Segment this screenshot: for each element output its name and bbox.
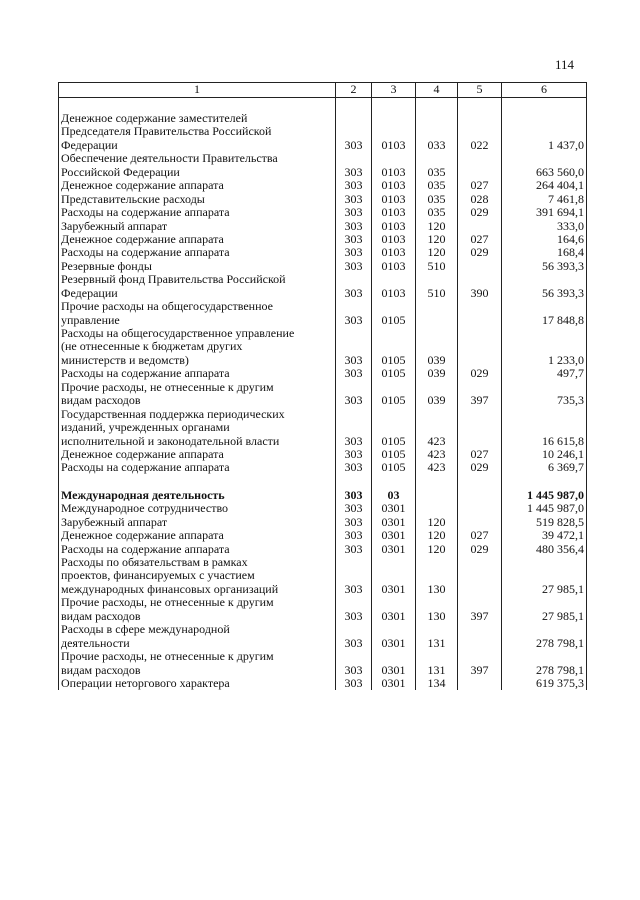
row-name-cell bbox=[59, 650, 336, 677]
target-item-code-cell: 120 bbox=[416, 246, 458, 259]
subsection-code-cell: 0105 bbox=[372, 408, 416, 448]
page-number: 114 bbox=[555, 57, 575, 72]
expense-type-code-cell bbox=[458, 300, 502, 327]
expense-type-code-cell: 029 bbox=[458, 461, 502, 474]
row-name-line: Прочие расходы на общегосударственное bbox=[61, 299, 273, 314]
amount-cell: 17 848,8 bbox=[502, 300, 587, 327]
table-body bbox=[59, 98, 587, 691]
row-name-line: Прочие расходы, не отнесенные к другим bbox=[61, 649, 274, 664]
section-code-cell: 303 bbox=[336, 516, 372, 529]
target-item-code-cell: 035 bbox=[416, 179, 458, 192]
table-row bbox=[59, 556, 587, 596]
subsection-code-cell: 0103 bbox=[372, 273, 416, 300]
row-name-cell bbox=[59, 193, 336, 206]
row-name-cell bbox=[59, 367, 336, 380]
expense-type-code-cell: 029 bbox=[458, 367, 502, 380]
row-name-line: международных финансовых организаций bbox=[61, 581, 279, 596]
target-item-code-cell: 510 bbox=[416, 260, 458, 273]
target-item-code-cell: 039 bbox=[416, 327, 458, 367]
section-code-cell: 303 bbox=[336, 408, 372, 448]
target-item-code-cell: 033 bbox=[416, 112, 458, 152]
subsection-code-cell: 0105 bbox=[372, 461, 416, 474]
column-header-2: 2 bbox=[336, 83, 372, 98]
row-name-line: Резервный фонд Правительства Российской bbox=[61, 272, 286, 287]
amount-cell: 39 472,1 bbox=[502, 529, 587, 542]
section-code-cell: 303 bbox=[336, 246, 372, 259]
section-code-cell: 303 bbox=[336, 273, 372, 300]
expense-type-code-cell: 027 bbox=[458, 179, 502, 192]
row-name-line: Федерации bbox=[61, 137, 118, 152]
column-header-4: 4 bbox=[416, 83, 458, 98]
section-code-cell: 303 bbox=[336, 381, 372, 408]
amount-cell: 6 369,7 bbox=[502, 461, 587, 474]
amount-cell: 519 828,5 bbox=[502, 516, 587, 529]
table-row bbox=[59, 246, 587, 259]
amount-cell: 16 615,8 bbox=[502, 408, 587, 448]
section-code-cell: 303 bbox=[336, 233, 372, 246]
target-item-code-cell: 120 bbox=[416, 529, 458, 542]
subsection-code-cell: 0301 bbox=[372, 502, 416, 515]
section-code-cell: 303 bbox=[336, 461, 372, 474]
amount-cell: 619 375,3 bbox=[502, 677, 587, 690]
row-name-cell bbox=[59, 233, 336, 246]
target-item-code-cell: 120 bbox=[416, 233, 458, 246]
row-name-line: видам расходов bbox=[61, 608, 141, 623]
row-name-cell bbox=[59, 461, 336, 474]
row-name-line: Денежное содержание аппарата bbox=[61, 178, 224, 193]
row-name-cell bbox=[59, 300, 336, 327]
target-item-code-cell bbox=[416, 300, 458, 327]
section-code-cell: 303 bbox=[336, 112, 372, 152]
table-row bbox=[59, 233, 587, 246]
amount-cell: 391 694,1 bbox=[502, 206, 587, 219]
row-name-cell bbox=[59, 489, 336, 502]
table-row bbox=[59, 529, 587, 542]
amount-cell: 56 393,3 bbox=[502, 273, 587, 300]
section-code-cell: 303 bbox=[336, 152, 372, 179]
target-item-code-cell: 035 bbox=[416, 193, 458, 206]
expense-type-code-cell: 029 bbox=[458, 543, 502, 556]
section-code-cell: 303 bbox=[336, 367, 372, 380]
subsection-code-cell: 0105 bbox=[372, 381, 416, 408]
expense-type-code-cell bbox=[458, 408, 502, 448]
amount-cell: 56 393,3 bbox=[502, 260, 587, 273]
expense-type-code-cell bbox=[458, 220, 502, 233]
section-code-cell: 303 bbox=[336, 327, 372, 367]
row-name-line: проектов, финансируемых с участием bbox=[61, 568, 255, 583]
subsection-code-cell: 0103 bbox=[372, 152, 416, 179]
table-row bbox=[59, 273, 587, 300]
expense-type-code-cell: 397 bbox=[458, 381, 502, 408]
section-code-cell: 303 bbox=[336, 556, 372, 596]
expense-type-code-cell: 028 bbox=[458, 193, 502, 206]
section-code-cell: 303 bbox=[336, 543, 372, 556]
row-name-line: Операции неторгового характера bbox=[61, 675, 230, 690]
target-item-code-cell: 120 bbox=[416, 516, 458, 529]
subsection-code-cell: 0105 bbox=[372, 367, 416, 380]
subsection-code-cell: 0301 bbox=[372, 543, 416, 556]
target-item-code-cell: 035 bbox=[416, 206, 458, 219]
row-name-line: Представительские расходы bbox=[61, 191, 205, 206]
amount-cell: 7 461,8 bbox=[502, 193, 587, 206]
subsection-code-cell: 0105 bbox=[372, 448, 416, 461]
expense-type-code-cell bbox=[458, 556, 502, 596]
target-item-code-cell: 035 bbox=[416, 152, 458, 179]
amount-cell: 735,3 bbox=[502, 381, 587, 408]
row-name-cell bbox=[59, 381, 336, 408]
subsection-code-cell: 0103 bbox=[372, 260, 416, 273]
subsection-code-cell: 0103 bbox=[372, 193, 416, 206]
table-row bbox=[59, 206, 587, 219]
column-header-5: 5 bbox=[458, 83, 502, 98]
amount-cell: 1 445 987,0 bbox=[502, 502, 587, 515]
row-name-line: видам расходов bbox=[61, 662, 141, 677]
row-name-line: Председателя Правительства Российской bbox=[61, 124, 272, 139]
table-row bbox=[59, 152, 587, 179]
row-name-cell bbox=[59, 152, 336, 179]
table-row bbox=[59, 623, 587, 650]
expense-type-code-cell bbox=[458, 327, 502, 367]
row-name-cell bbox=[59, 112, 336, 152]
section-code-cell: 303 bbox=[336, 448, 372, 461]
row-name-cell bbox=[59, 543, 336, 556]
row-name-cell bbox=[59, 260, 336, 273]
column-header-3: 3 bbox=[372, 83, 416, 98]
target-item-code-cell: 130 bbox=[416, 596, 458, 623]
row-name-cell bbox=[59, 529, 336, 542]
amount-cell: 1 233,0 bbox=[502, 327, 587, 367]
row-name-line: Расходы на содержание аппарата bbox=[61, 460, 230, 475]
expense-type-code-cell bbox=[458, 152, 502, 179]
amount-cell: 164,6 bbox=[502, 233, 587, 246]
section-code-cell: 303 bbox=[336, 502, 372, 515]
subsection-code-cell: 0105 bbox=[372, 300, 416, 327]
expense-type-code-cell: 390 bbox=[458, 273, 502, 300]
row-name-line: Расходы на содержание аппарата bbox=[61, 245, 230, 260]
row-name-line: Расходы по обязательствам в рамках bbox=[61, 555, 248, 569]
expense-type-code-cell bbox=[458, 516, 502, 529]
expense-type-code-cell: 022 bbox=[458, 112, 502, 152]
expense-type-code-cell: 027 bbox=[458, 233, 502, 246]
expense-type-code-cell: 027 bbox=[458, 529, 502, 542]
section-code-cell: 303 bbox=[336, 206, 372, 219]
subsection-code-cell: 0105 bbox=[372, 327, 416, 367]
section-code-cell: 303 bbox=[336, 529, 372, 542]
amount-cell: 480 356,4 bbox=[502, 543, 587, 556]
table-row bbox=[59, 448, 587, 461]
column-header-1: 1 bbox=[59, 83, 336, 98]
amount-cell: 27 985,1 bbox=[502, 556, 587, 596]
target-item-code-cell: 423 bbox=[416, 448, 458, 461]
section-code-cell: 303 bbox=[336, 596, 372, 623]
row-name-line: Резервные фонды bbox=[61, 258, 152, 273]
row-name-cell bbox=[59, 677, 336, 690]
row-name-line: Зарубежный аппарат bbox=[61, 514, 168, 529]
row-name-line: Денежное содержание аппарата bbox=[61, 528, 224, 543]
row-name-line: Расходы на содержание аппарата bbox=[61, 205, 230, 220]
expense-type-code-cell: 397 bbox=[458, 596, 502, 623]
target-item-code-cell bbox=[416, 502, 458, 515]
target-item-code-cell: 131 bbox=[416, 623, 458, 650]
section-code-cell: 303 bbox=[336, 677, 372, 690]
amount-cell: 1 437,0 bbox=[502, 112, 587, 152]
row-name-line: Прочие расходы, не отнесенные к другим bbox=[61, 595, 274, 610]
row-name-cell bbox=[59, 273, 336, 300]
table-row bbox=[59, 112, 587, 152]
amount-cell: 497,7 bbox=[502, 367, 587, 380]
table-row bbox=[59, 408, 587, 448]
row-name-line: Государственная поддержка периодических bbox=[61, 406, 285, 421]
table-row bbox=[59, 677, 587, 690]
section-code-cell: 303 bbox=[336, 193, 372, 206]
subsection-code-cell: 0301 bbox=[372, 596, 416, 623]
table-row bbox=[59, 543, 587, 556]
table-row bbox=[59, 489, 587, 502]
target-item-code-cell: 423 bbox=[416, 461, 458, 474]
expense-type-code-cell bbox=[458, 502, 502, 515]
expense-type-code-cell bbox=[458, 677, 502, 690]
header-row bbox=[59, 83, 587, 98]
target-item-code-cell: 039 bbox=[416, 381, 458, 408]
row-name-line: (не отнесенные к бюджетам других bbox=[61, 339, 243, 354]
expense-type-code-cell bbox=[458, 260, 502, 273]
row-name-line: Российской Федерации bbox=[61, 164, 180, 179]
table-row bbox=[59, 327, 587, 367]
row-name-line: деятельности bbox=[61, 635, 130, 650]
target-item-code-cell: 510 bbox=[416, 273, 458, 300]
target-item-code-cell: 423 bbox=[416, 408, 458, 448]
target-item-code-cell: 039 bbox=[416, 367, 458, 380]
section-code-cell: 303 bbox=[336, 489, 372, 502]
row-name-cell bbox=[59, 246, 336, 259]
target-item-code-cell: 134 bbox=[416, 677, 458, 690]
row-name-line: Денежное содержание аппарата bbox=[61, 446, 224, 461]
row-name-line: изданий, учрежденных органами bbox=[61, 420, 230, 435]
row-name-line: министерств и ведомств) bbox=[61, 352, 189, 367]
expense-type-code-cell: 397 bbox=[458, 650, 502, 677]
row-name-cell bbox=[59, 408, 336, 448]
amount-cell: 168,4 bbox=[502, 246, 587, 259]
expense-type-code-cell: 029 bbox=[458, 246, 502, 259]
section-code-cell: 303 bbox=[336, 623, 372, 650]
row-name-line: исполнительной и законодательной власти bbox=[61, 433, 280, 448]
table-row bbox=[59, 367, 587, 380]
row-name-cell bbox=[59, 596, 336, 623]
row-name-cell bbox=[59, 516, 336, 529]
row-name-line: Прочие расходы, не отнесенные к другим bbox=[61, 379, 274, 394]
top-spacer-row bbox=[59, 98, 587, 113]
table-row bbox=[59, 260, 587, 273]
subsection-code-cell: 0103 bbox=[372, 246, 416, 259]
target-item-code-cell: 120 bbox=[416, 543, 458, 556]
expense-type-code-cell: 027 bbox=[458, 448, 502, 461]
subsection-code-cell: 0103 bbox=[372, 233, 416, 246]
amount-cell: 333,0 bbox=[502, 220, 587, 233]
row-name-cell bbox=[59, 502, 336, 515]
subsection-code-cell: 0103 bbox=[372, 112, 416, 152]
section-code-cell: 303 bbox=[336, 650, 372, 677]
row-name-line: Международное сотрудничество bbox=[61, 501, 229, 516]
expense-type-code-cell bbox=[458, 623, 502, 650]
subsection-code-cell: 0301 bbox=[372, 677, 416, 690]
row-name-line: Денежное содержание аппарата bbox=[61, 231, 224, 246]
table-row bbox=[59, 300, 587, 327]
row-name-line: Денежное содержание заместителей bbox=[61, 111, 248, 125]
row-name-line: Расходы на содержание аппарата bbox=[61, 366, 230, 381]
table-row bbox=[59, 220, 587, 233]
section-code-cell: 303 bbox=[336, 300, 372, 327]
subsection-code-cell: 0301 bbox=[372, 516, 416, 529]
target-item-code-cell bbox=[416, 489, 458, 502]
subsection-code-cell: 0301 bbox=[372, 529, 416, 542]
row-name-line: управление bbox=[61, 312, 120, 327]
subsection-code-cell: 0103 bbox=[372, 220, 416, 233]
table-row bbox=[59, 502, 587, 515]
row-name-line: Федерации bbox=[61, 285, 118, 300]
row-name-cell bbox=[59, 327, 336, 367]
amount-cell: 663 560,0 bbox=[502, 152, 587, 179]
spacer-row bbox=[59, 475, 587, 489]
target-item-code-cell: 120 bbox=[416, 220, 458, 233]
table-row bbox=[59, 650, 587, 677]
table-header bbox=[59, 83, 587, 98]
column-header-6: 6 bbox=[502, 83, 587, 98]
amount-cell: 278 798,1 bbox=[502, 623, 587, 650]
amount-cell: 27 985,1 bbox=[502, 596, 587, 623]
table-row bbox=[59, 179, 587, 192]
row-name-cell bbox=[59, 206, 336, 219]
amount-cell: 10 246,1 bbox=[502, 448, 587, 461]
section-code-cell: 303 bbox=[336, 179, 372, 192]
row-name-cell bbox=[59, 623, 336, 650]
row-name-cell bbox=[59, 220, 336, 233]
table-row bbox=[59, 516, 587, 529]
subsection-code-cell: 0301 bbox=[372, 650, 416, 677]
row-name-line: Международная деятельность bbox=[61, 487, 225, 502]
amount-cell: 278 798,1 bbox=[502, 650, 587, 677]
row-name-line: Расходы на содержание аппарата bbox=[61, 541, 230, 556]
expense-type-code-cell: 029 bbox=[458, 206, 502, 219]
subsection-code-cell: 0103 bbox=[372, 179, 416, 192]
subsection-code-cell: 03 bbox=[372, 489, 416, 502]
row-name-line: Расходы на общегосударственное управление bbox=[61, 326, 295, 340]
target-item-code-cell: 131 bbox=[416, 650, 458, 677]
section-code-cell: 303 bbox=[336, 260, 372, 273]
section-code-cell: 303 bbox=[336, 220, 372, 233]
table-row bbox=[59, 381, 587, 408]
table-row bbox=[59, 193, 587, 206]
target-item-code-cell: 130 bbox=[416, 556, 458, 596]
budget-table bbox=[58, 82, 587, 690]
row-name-line: видам расходов bbox=[61, 393, 141, 408]
row-name-line: Расходы в сфере международной bbox=[61, 622, 230, 637]
amount-cell: 1 445 987,0 bbox=[502, 489, 587, 502]
row-name-cell bbox=[59, 556, 336, 596]
row-name-cell bbox=[59, 179, 336, 192]
row-name-line: Обеспечение деятельности Правительства bbox=[61, 151, 278, 166]
row-name-line: Зарубежный аппарат bbox=[61, 218, 168, 233]
expense-type-code-cell bbox=[458, 489, 502, 502]
table-row bbox=[59, 461, 587, 474]
table-row bbox=[59, 596, 587, 623]
subsection-code-cell: 0301 bbox=[372, 623, 416, 650]
subsection-code-cell: 0301 bbox=[372, 556, 416, 596]
row-name-cell bbox=[59, 448, 336, 461]
amount-cell: 264 404,1 bbox=[502, 179, 587, 192]
subsection-code-cell: 0103 bbox=[372, 206, 416, 219]
